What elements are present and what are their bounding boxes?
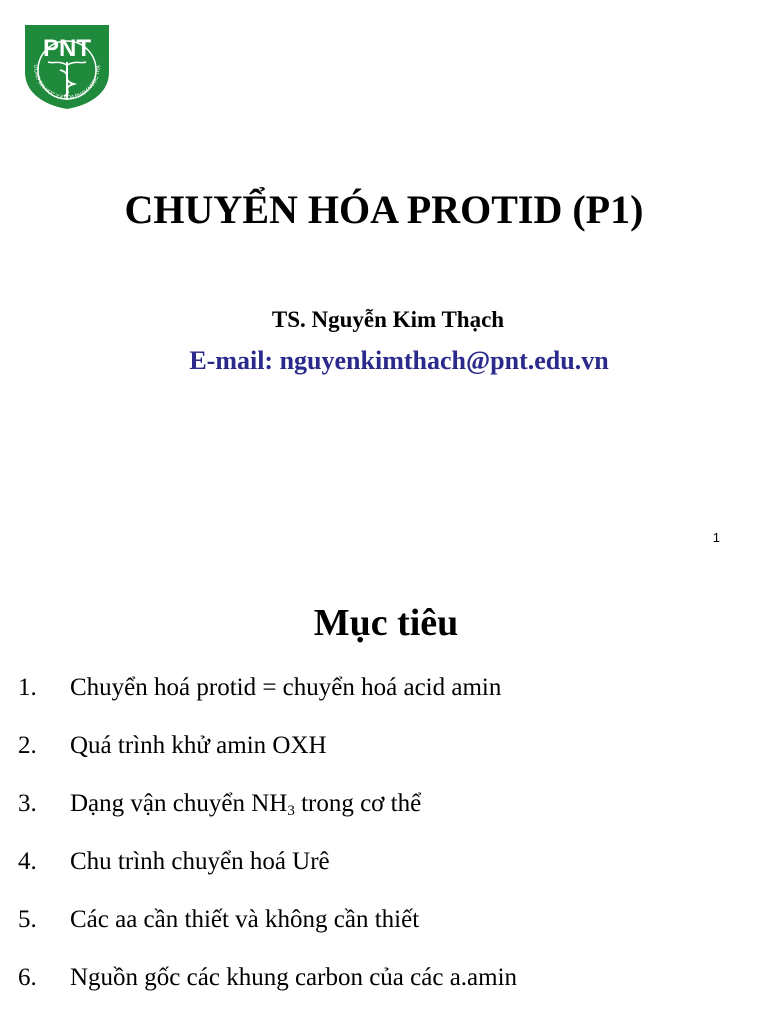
logo-ring-text: ƯỜNG ĐẠI HỌC Y KHOA PHẠM NGỌC THẠ — [31, 64, 103, 102]
objectives-slide — [0, 565, 768, 1024]
objectives-title: Mục tiêu — [313, 602, 459, 644]
nh3-subscript: 3 — [287, 803, 295, 819]
objective-text-after: trong cơ thể — [294, 790, 422, 817]
objective-number: 2. — [18, 732, 37, 759]
objective-text-before: Dạng vận chuyển NH — [70, 790, 288, 817]
objective-text — [70, 789, 421, 819]
objective-text: Nguồn gốc các khung carbon của các a.amin — [70, 964, 518, 991]
pnt-university-logo — [20, 20, 114, 112]
author-name: TS. Nguyễn Kim Thạch — [271, 307, 505, 332]
objective-number: 6. — [18, 964, 37, 991]
objective-text: Quá trình khử amin OXH — [70, 732, 327, 759]
objective-number: 4. — [18, 848, 37, 875]
objective-number: 5. — [18, 906, 37, 933]
email-label: E-mail: — [189, 346, 280, 375]
email-line — [0, 346, 768, 376]
objective-text: Chuyển hoá protid = chuyển hoá acid amin — [70, 674, 502, 701]
objectives-list — [0, 565, 768, 1024]
objective-number: 3. — [18, 790, 37, 817]
objective-text: Các aa cần thiết và không cần thiết — [70, 906, 420, 933]
objective-text: Chu trình chuyển hoá Urê — [70, 848, 330, 875]
slide-title: CHUYỂN HÓA PROTID (P1) — [124, 187, 644, 232]
email-address: nguyenkimthach@pnt.edu.vn — [279, 346, 609, 375]
logo-text: PNT — [43, 35, 91, 62]
objective-number: 1. — [18, 674, 37, 701]
page-number: 1 — [712, 530, 720, 545]
